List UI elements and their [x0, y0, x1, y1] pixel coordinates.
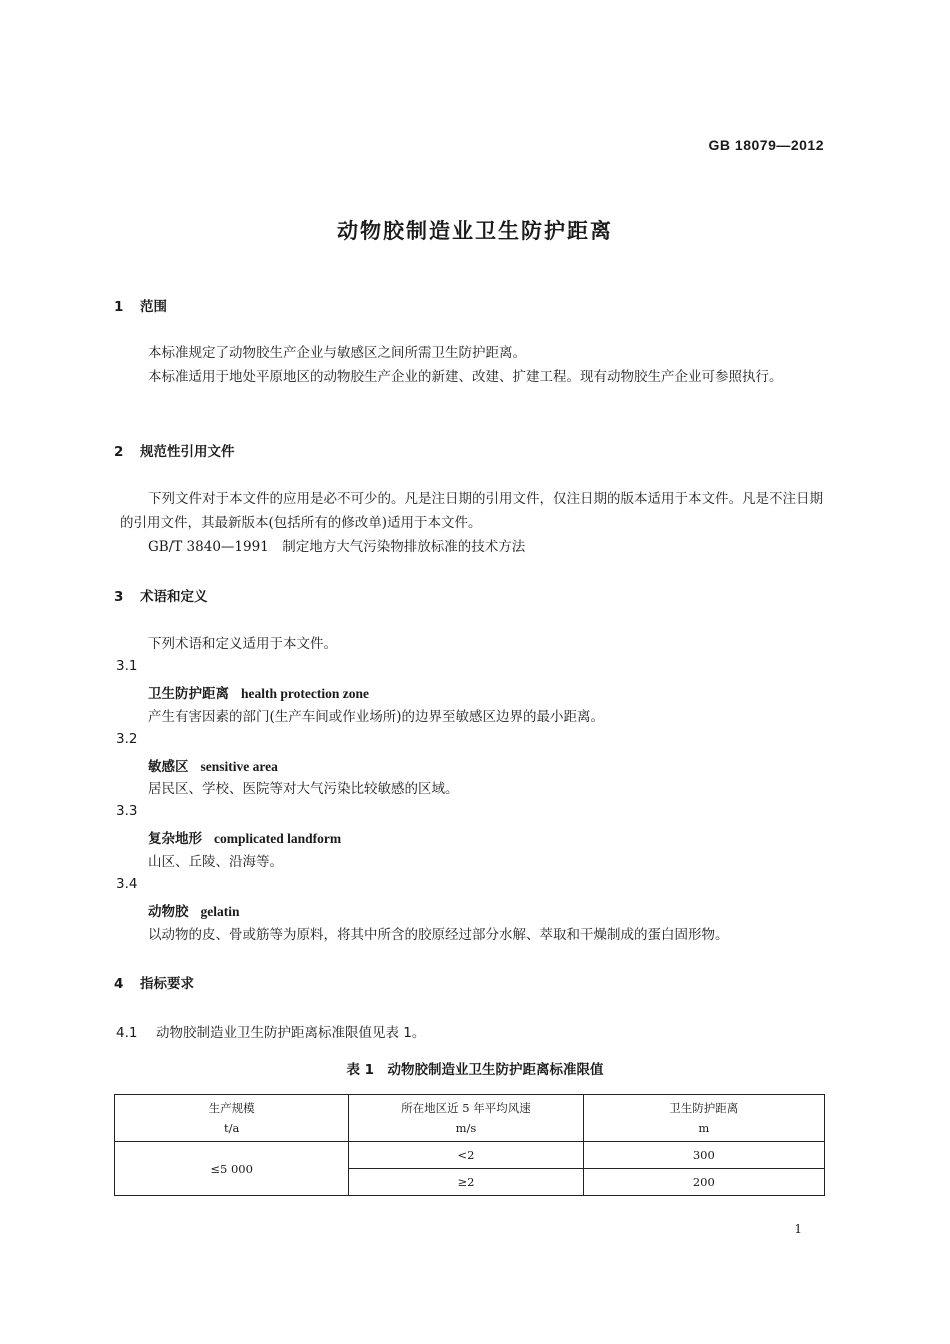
section-2-heading	[114, 440, 235, 460]
header-cell	[583, 1095, 824, 1142]
term-zh: 复杂地形	[148, 831, 202, 847]
header-cell	[115, 1095, 349, 1142]
header-label: 生产规模	[208, 1101, 255, 1115]
paragraph: 下列术语和定义适用于本文件。	[148, 636, 337, 652]
table-header-row	[115, 1095, 825, 1142]
section-title: 范围	[140, 299, 167, 315]
term-heading	[148, 755, 278, 775]
header-unit: m	[698, 1121, 710, 1135]
paragraph: 本标准适用于地处平原地区的动物胶生产企业的新建、改建、扩建工程。现有动物胶生产企业可参照执行。	[148, 369, 783, 385]
distance-cell: 300	[583, 1142, 824, 1169]
header-cell	[349, 1095, 583, 1142]
section-number: 3	[114, 589, 124, 605]
paragraph: 本标准规定了动物胶生产企业与敏感区之间所需卫生防护距离。	[148, 345, 526, 361]
term-zh: 敏感区	[148, 759, 189, 775]
term-heading	[148, 900, 240, 920]
limits-table	[114, 1094, 825, 1196]
term-definition: 居民区、学校、医院等对大气污染比较敏感的区域。	[148, 781, 459, 797]
term-number: 3.3	[116, 803, 138, 819]
header-label: 卫生防护距离	[669, 1101, 739, 1115]
section-number: 4	[114, 976, 124, 992]
document-title: 动物胶制造业卫生防护距离	[337, 218, 613, 243]
clause-4-1	[116, 1021, 425, 1041]
term-number: 3.4	[116, 876, 138, 892]
clause-text: 动物胶制造业卫生防护距离标准限值见表 1。	[156, 1025, 426, 1041]
section-3-heading	[114, 585, 208, 605]
section-title: 规范性引用文件	[140, 444, 235, 460]
scale-cell: ≤5 000	[115, 1142, 349, 1196]
page-number: 1	[794, 1222, 802, 1236]
term-heading	[148, 682, 369, 702]
section-number: 1	[114, 299, 124, 315]
distance-cell: 200	[583, 1169, 824, 1196]
term-zh: 卫生防护距离	[148, 686, 229, 702]
header-unit: m/s	[455, 1121, 477, 1135]
header-label: 所在地区近 5 年平均风速	[401, 1101, 531, 1115]
term-number: 3.1	[116, 658, 138, 674]
section-title: 术语和定义	[140, 589, 208, 605]
reference-item: GB/T 3840—1991 制定地方大气污染物排放标准的技术方法	[148, 539, 526, 555]
section-1-heading	[114, 295, 167, 315]
section-title: 指标要求	[140, 976, 194, 992]
section-number: 2	[114, 444, 124, 460]
table-row	[115, 1142, 825, 1169]
term-en: gelatin	[200, 904, 240, 919]
paragraph: 下列文件对于本文件的应用是必不可少的。凡是注日期的引用文件，仅注日期的版本适用于本文件。凡是不注日期的引用文件，其最新版本(包括所有的修改单)适用于本文件。	[120, 491, 823, 531]
standard-number: GB 18079—2012	[708, 137, 824, 153]
term-definition: 以动物的皮、骨或筋等为原料，将其中所含的胶原经过部分水解、萃取和干燥制成的蛋白固形物。	[148, 927, 729, 943]
term-en: sensitive area	[200, 759, 278, 774]
term-definition: 山区、丘陵、沿海等。	[148, 854, 283, 870]
section-4-heading	[114, 972, 194, 992]
term-en: complicated landform	[214, 831, 342, 846]
term-zh: 动物胶	[148, 904, 189, 920]
term-en: health protection zone	[241, 686, 369, 701]
clause-number: 4.1	[116, 1025, 138, 1041]
header-unit: t/a	[223, 1121, 240, 1135]
wind-cell: <2	[349, 1142, 583, 1169]
table-caption: 表 1 动物胶制造业卫生防护距离标准限值	[346, 1062, 604, 1078]
term-heading	[148, 827, 341, 847]
term-definition: 产生有害因素的部门(生产车间或作业场所)的边界至敏感区边界的最小距离。	[148, 709, 605, 725]
wind-cell: ≥2	[349, 1169, 583, 1196]
term-number: 3.2	[116, 731, 138, 747]
